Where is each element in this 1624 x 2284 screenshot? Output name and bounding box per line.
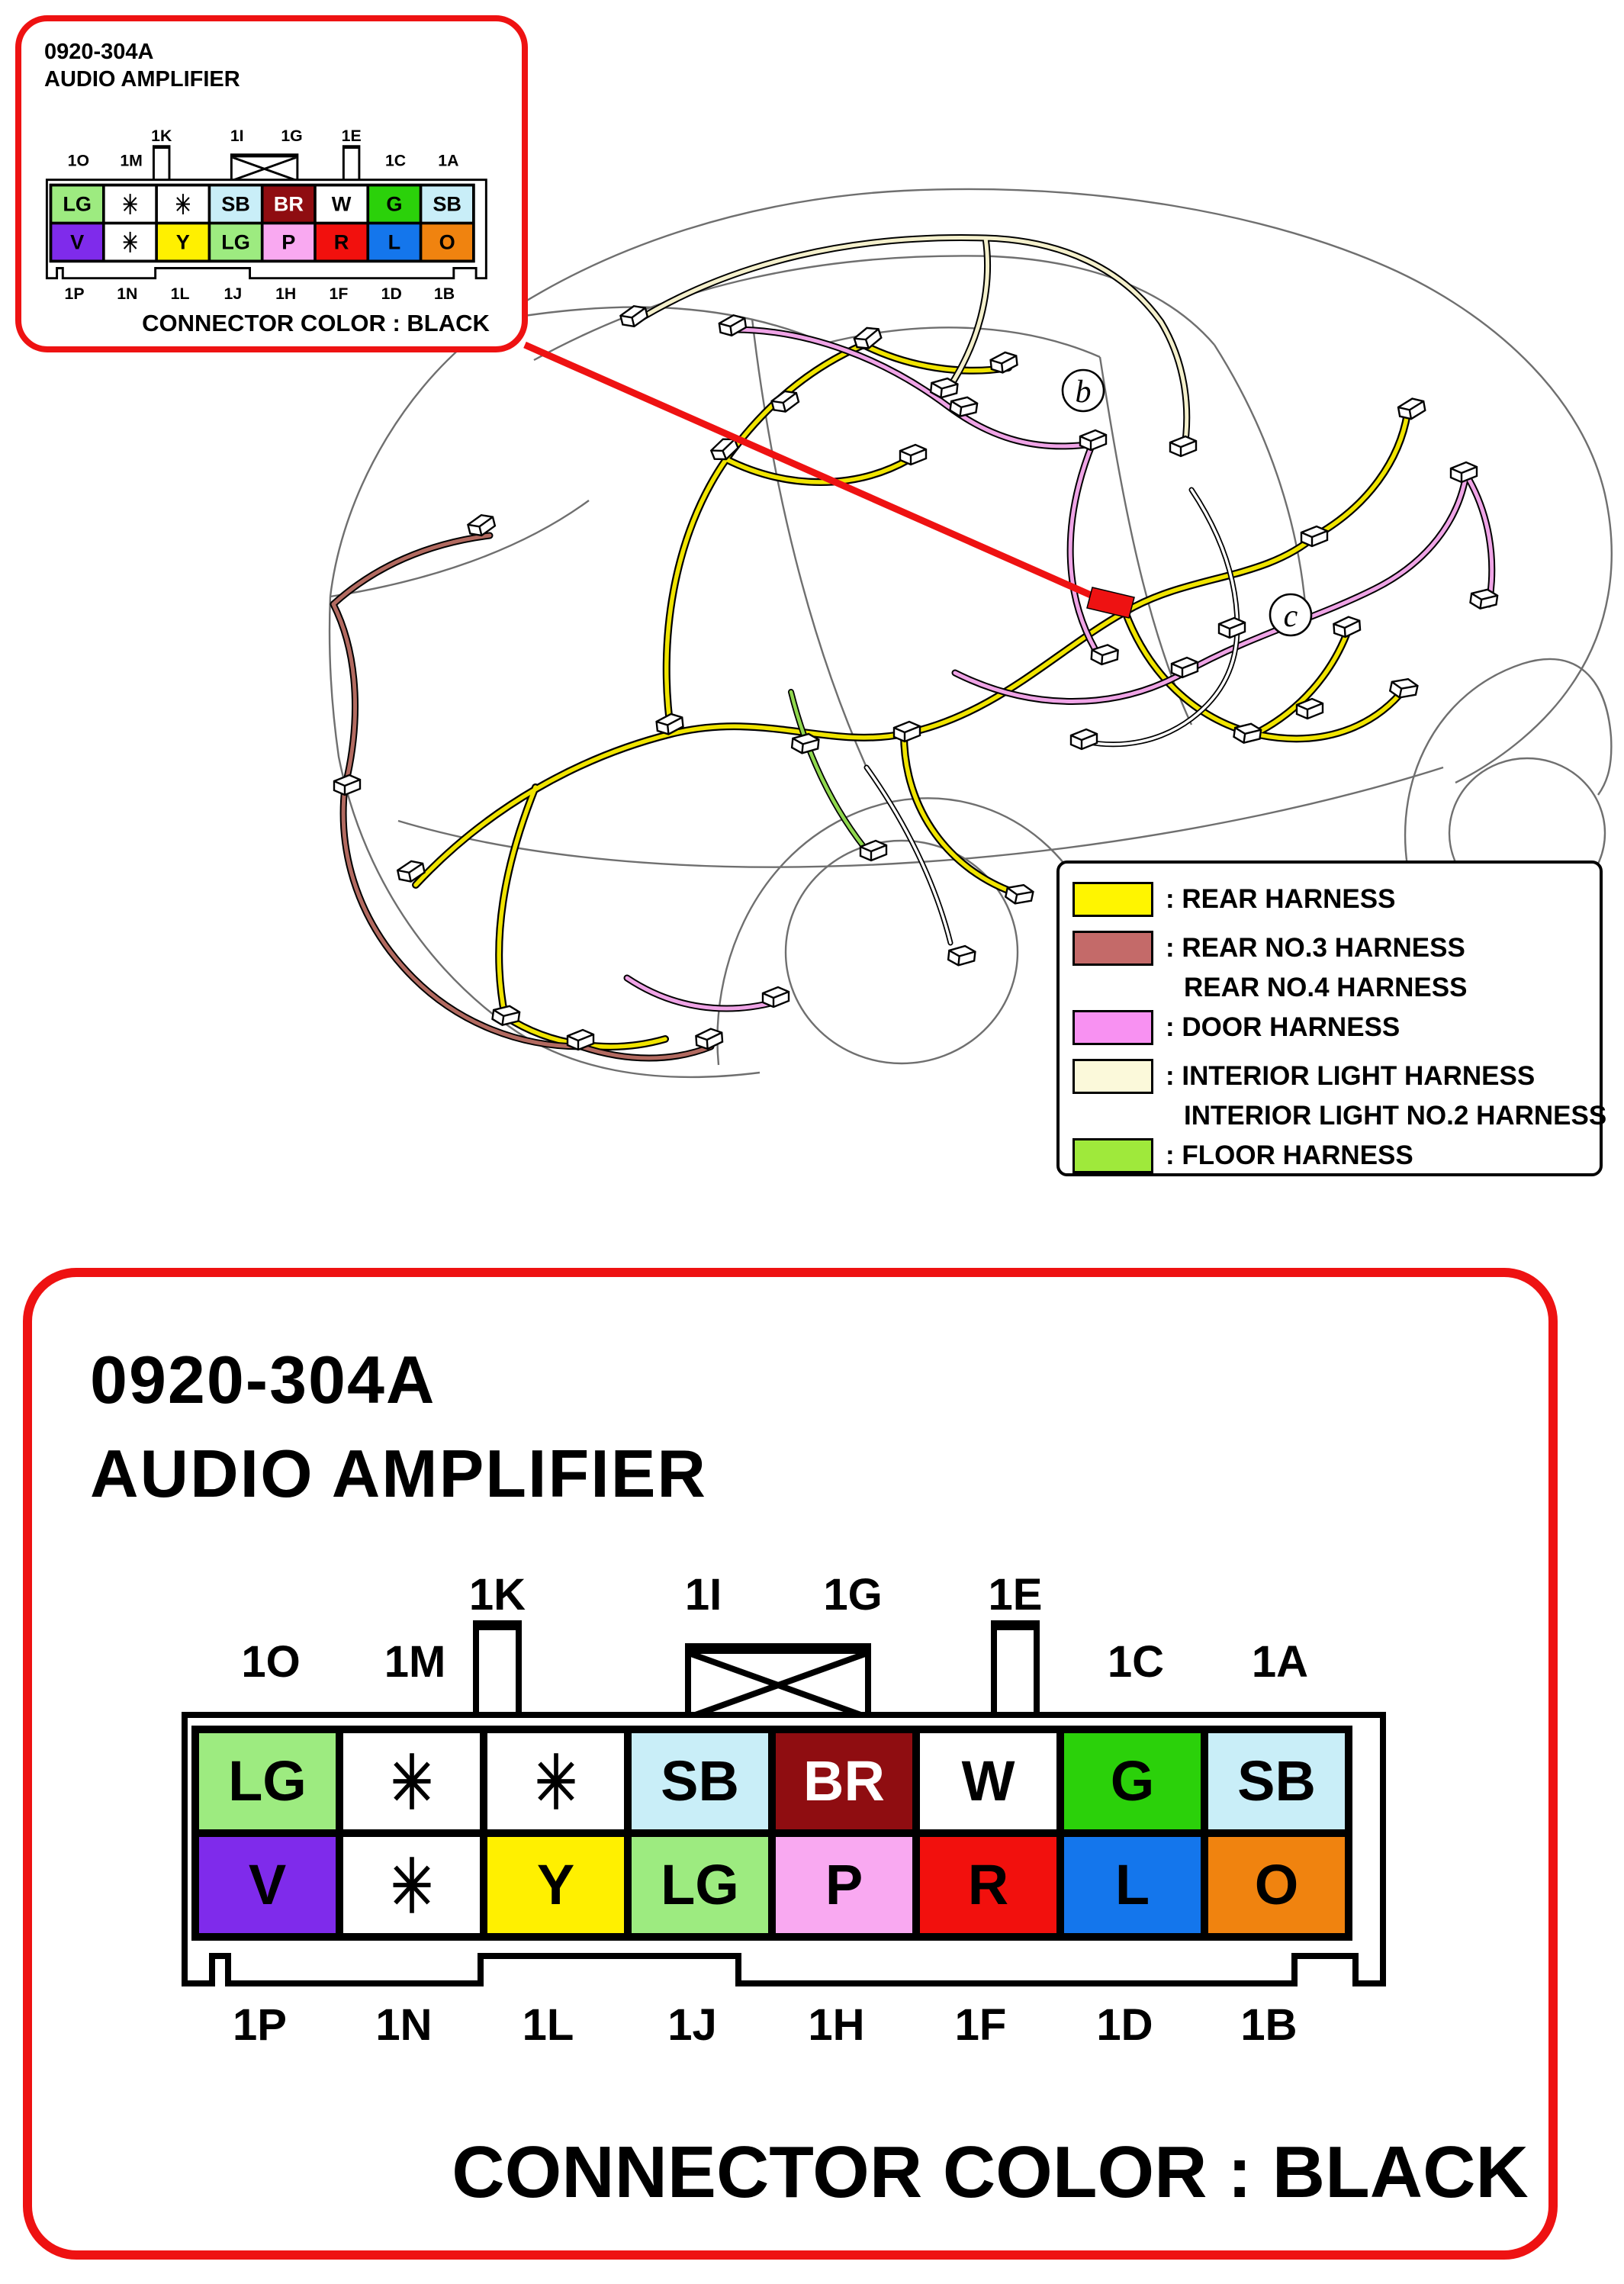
legend-label-floor: : FLOOR HARNESS: [1166, 1140, 1413, 1170]
wire-code: LG: [63, 192, 92, 216]
leader-line: [525, 345, 1105, 601]
pin-cell-1F: [317, 224, 367, 259]
wire-code: O: [439, 230, 455, 254]
pin-cell-1L: [158, 224, 208, 259]
interior-light-harness-path: [635, 238, 1187, 452]
pin-cell-1I: [211, 186, 261, 221]
pin-cell-1P: [52, 224, 102, 259]
pin-label-1K: 1K: [151, 126, 172, 145]
pin-label-1P: 1P: [64, 284, 85, 303]
legend-label-rear-no3: : REAR NO.3 HARNESS: [1166, 933, 1465, 963]
connector-pinout-small: [43, 118, 505, 311]
wire-code: SB: [661, 1749, 739, 1813]
part-name: AUDIO AMPLIFIER: [44, 67, 240, 92]
connector-pinout-large: [175, 1547, 1434, 2073]
pin-label-1F: 1F: [954, 2000, 1007, 2050]
bottom-pin-labels: [191, 2000, 1337, 2050]
pin-label-1L: 1L: [522, 2000, 574, 2050]
wire-code: G: [1110, 1749, 1155, 1813]
legend-label-door: : DOOR HARNESS: [1166, 1012, 1400, 1042]
legend-swatch-door: [1072, 1010, 1153, 1045]
pin-cell-1O: [52, 186, 102, 221]
pin-label-1P: 1P: [233, 2000, 287, 2050]
pin-cell-1C: [369, 186, 420, 221]
legend-label-interior-light-no2: INTERIOR LIGHT NO.2 HARNESS: [1184, 1101, 1607, 1131]
pin-label-1M: 1M: [120, 151, 143, 170]
asterisk-icon: [121, 230, 139, 253]
pin-cell-1K: [487, 1733, 624, 1829]
connector-color-label-large: CONNECTOR COLOR : BLACK: [452, 2131, 1529, 2213]
wire-code: LG: [221, 230, 250, 254]
pin-label-1A: 1A: [438, 151, 459, 170]
bottom-pin-labels: [50, 285, 470, 301]
legend-swatch-rear: [1072, 882, 1153, 917]
leader-line-group: [525, 345, 1134, 618]
pin-label-1D: 1D: [1096, 2000, 1153, 2050]
highlighted-connector-red: [1087, 587, 1134, 618]
pin-cell-1P: [199, 1837, 336, 1933]
wire-code: L: [1114, 1853, 1150, 1916]
connector-key-tab: [342, 145, 360, 182]
legend-label-rear: : REAR HARNESS: [1166, 884, 1396, 914]
pin-label-1B: 1B: [433, 284, 455, 303]
wire-code: V: [248, 1853, 287, 1916]
pin-label-1G: 1G: [281, 126, 303, 145]
pin-label-1J: 1J: [224, 284, 243, 303]
marker-b-group: [1063, 370, 1104, 411]
pin-cell-1G: [264, 186, 314, 221]
pin-cell-1F: [920, 1837, 1056, 1933]
connector-key-tab: [473, 1620, 522, 1723]
pin-label-1N: 1N: [117, 284, 138, 303]
pin-label-1H: 1H: [275, 284, 297, 303]
pin-cell-1J: [632, 1837, 768, 1933]
pin-label-1E: 1E: [341, 126, 362, 145]
pin-cell-1G: [776, 1733, 912, 1829]
legend-swatch-interior-light: [1072, 1059, 1153, 1094]
asterisk-icon: [121, 193, 139, 216]
pin-label-1O: 1O: [67, 151, 90, 170]
pin-label-1J: 1J: [667, 2000, 717, 2050]
pin-cell-1N: [105, 224, 156, 259]
pin-label-1E: 1E: [988, 1570, 1043, 1620]
pin-label-1C: 1C: [1107, 1637, 1165, 1687]
asterisk-icon: [531, 1750, 581, 1813]
pin-label-1L: 1L: [170, 284, 190, 303]
harness-legend: [1056, 861, 1607, 1176]
wire-code: SB: [433, 192, 462, 216]
marker-b-label: b: [1075, 375, 1092, 410]
pin-label-1M: 1M: [384, 1637, 446, 1687]
wire-code: L: [388, 230, 401, 254]
pin-cell-1E: [920, 1733, 1056, 1829]
pin-cell-1M: [343, 1733, 480, 1829]
wire-code: Y: [536, 1853, 575, 1916]
legend-swatch-floor: [1072, 1138, 1153, 1173]
pin-cell-1B: [422, 224, 472, 259]
latch-cross-icon: [233, 157, 297, 180]
pin-grid: [191, 1726, 1352, 1941]
pin-cell-1N: [343, 1837, 480, 1933]
pin-label-1G: 1G: [823, 1570, 883, 1620]
wire-code: W: [961, 1749, 1015, 1813]
wire-code: BR: [803, 1749, 885, 1813]
pin-cell-1D: [1064, 1837, 1201, 1933]
connector-key-tab: [991, 1620, 1040, 1723]
pin-label-1B: 1B: [1240, 2000, 1298, 2050]
pin-cell-1B: [1208, 1837, 1345, 1933]
pin-cell-1A: [422, 186, 472, 221]
wire-code: W: [331, 192, 352, 216]
wire-code: SB: [1237, 1749, 1316, 1813]
pin-label-1F: 1F: [329, 284, 349, 303]
wire-code: LG: [228, 1749, 307, 1813]
pin-label-1C: 1C: [384, 151, 407, 170]
pin-label-1I: 1I: [230, 126, 244, 145]
pin-label-1D: 1D: [381, 284, 402, 303]
legend-label-rear-no4: REAR NO.4 HARNESS: [1184, 973, 1468, 1002]
wire-code: O: [1254, 1853, 1299, 1916]
pin-cell-1L: [487, 1837, 624, 1933]
part-number: 0920-304A: [44, 40, 154, 64]
connector-key-tab: [153, 145, 170, 182]
wire-code: V: [70, 230, 85, 254]
pin-cell-1C: [1064, 1733, 1201, 1829]
pin-cell-1D: [369, 224, 420, 259]
pin-cell-1K: [158, 186, 208, 221]
pin-label-1I: 1I: [684, 1570, 722, 1620]
pin-cell-1O: [199, 1733, 336, 1829]
pin-label-1A: 1A: [1251, 1637, 1309, 1687]
wire-code: BR: [273, 192, 304, 216]
asterisk-icon: [174, 193, 192, 216]
marker-c-label: c: [1283, 599, 1298, 634]
legend-swatch-rear-no3: [1072, 931, 1153, 966]
connector-color-label: CONNECTOR COLOR : BLACK: [142, 310, 490, 336]
pin-grid: [50, 184, 475, 262]
part-name-large: AUDIO AMPLIFIER: [90, 1436, 707, 1511]
asterisk-icon: [387, 1750, 437, 1813]
pin-cell-1H: [264, 224, 314, 259]
pin-label-1O: 1O: [241, 1637, 301, 1687]
wire-code: LG: [661, 1853, 739, 1916]
pin-cell-1I: [632, 1733, 768, 1829]
marker-c-group: [1270, 594, 1311, 635]
pin-cell-1H: [776, 1837, 912, 1933]
wire-code: P: [825, 1853, 863, 1916]
latch-cross-icon: [691, 1654, 865, 1716]
asterisk-icon: [387, 1854, 437, 1916]
wire-code: P: [281, 230, 296, 254]
wire-code: SB: [221, 192, 250, 216]
pin-cell-1E: [317, 186, 367, 221]
pin-cell-1J: [211, 224, 261, 259]
floor-harness-path: [791, 692, 871, 856]
pin-cell-1A: [1208, 1733, 1345, 1829]
part-number-large: 0920-304A: [90, 1342, 436, 1417]
pin-label-1N: 1N: [375, 2000, 433, 2050]
wire-code: R: [333, 230, 349, 254]
pin-label-1H: 1H: [808, 2000, 865, 2050]
pin-cell-1M: [105, 186, 156, 221]
wire-code: R: [967, 1853, 1009, 1916]
wire-code: Y: [175, 230, 190, 254]
wire-code: G: [386, 192, 403, 216]
connector-latch-box: [685, 1643, 871, 1723]
pin-label-1K: 1K: [468, 1570, 526, 1620]
legend-label-interior-light: : INTERIOR LIGHT HARNESS: [1166, 1061, 1536, 1091]
